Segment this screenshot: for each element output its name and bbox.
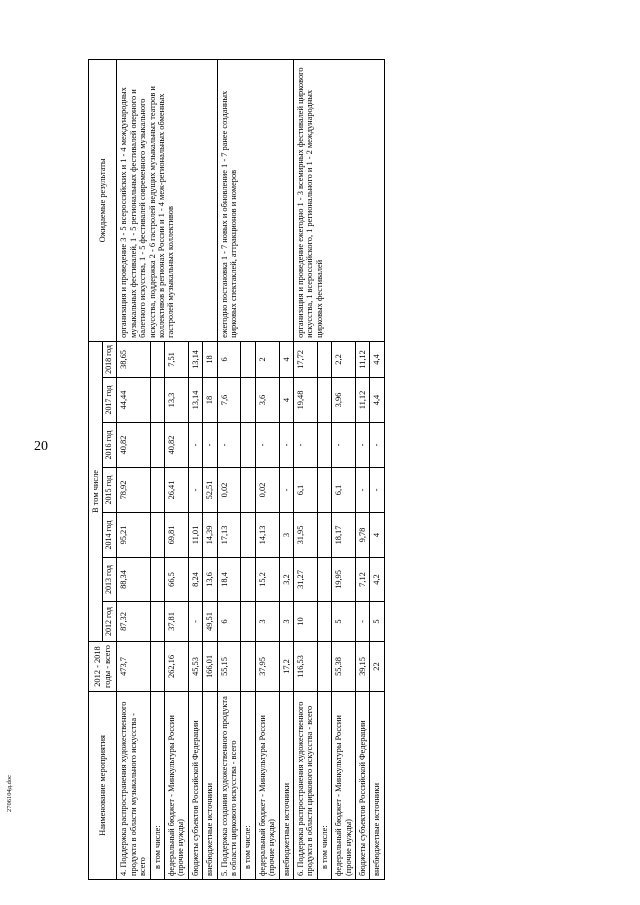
year-value-cell	[150, 513, 164, 558]
total-cell: 116,53	[294, 642, 318, 692]
year-value-cell: 6	[217, 602, 241, 642]
year-value-cell: 31,27	[294, 558, 318, 602]
year-value-cell: 40,82	[164, 423, 188, 468]
year-value-cell: -	[294, 423, 318, 468]
year-value-cell: 3	[279, 513, 293, 558]
year-value-cell: 40,82	[117, 423, 150, 468]
year-value-cell: 6,1	[294, 468, 318, 513]
year-value-cell: 69,81	[164, 513, 188, 558]
year-value-cell: 3,2	[279, 558, 293, 602]
year-value-cell: -	[203, 423, 217, 468]
year-value-cell: -	[279, 423, 293, 468]
year-value-cell: 7,6	[217, 378, 241, 423]
activity-name-cell: федеральный бюджет - Минкультуры России (прочие нужды)	[164, 692, 188, 880]
year-value-cell	[317, 378, 331, 423]
year-value-cell: 44,44	[117, 378, 150, 423]
year-value-cell: -	[370, 423, 384, 468]
year-header: 2016 год	[103, 423, 117, 468]
year-value-cell: 3,6	[255, 378, 279, 423]
year-value-cell: 26,41	[164, 468, 188, 513]
year-value-cell: 11,12	[356, 378, 370, 423]
year-value-cell: 4	[370, 513, 384, 558]
year-value-cell: -	[356, 468, 370, 513]
year-value-cell: -	[255, 423, 279, 468]
year-value-cell	[150, 602, 164, 642]
year-value-cell: 37,81	[164, 602, 188, 642]
total-cell	[150, 642, 164, 692]
col-results-header: Ожидаемые результаты	[89, 59, 117, 341]
year-value-cell: -	[188, 468, 202, 513]
year-value-cell: 17,13	[217, 513, 241, 558]
rotated-table-container	[88, 60, 606, 880]
year-value-cell: 31,95	[294, 513, 318, 558]
year-value-cell: 9,78	[356, 513, 370, 558]
year-value-cell: 38,65	[117, 341, 150, 377]
year-value-cell: 18	[203, 378, 217, 423]
table-row	[117, 59, 150, 879]
total-cell: 262,16	[164, 642, 188, 692]
year-value-cell: -	[356, 423, 370, 468]
total-cell: 37,95	[255, 642, 279, 692]
year-value-cell	[150, 468, 164, 513]
year-value-cell	[317, 513, 331, 558]
activity-name-cell: бюджеты субъектов Российской Федерации	[188, 692, 202, 880]
year-value-cell	[241, 341, 255, 377]
year-value-cell: 18	[203, 341, 217, 377]
expected-results-cell: ежегодно постановка 1 - 7 новых и обновление 1 - 7 ранее созданных цирковых спектаклей, аттракционов и номеров	[217, 59, 293, 341]
activity-name-cell: внебюджетные источники	[203, 692, 217, 880]
total-cell: 45,53	[188, 642, 202, 692]
table-body	[117, 59, 385, 879]
year-value-cell: 17,72	[294, 341, 318, 377]
year-value-cell: 10	[294, 602, 318, 642]
year-value-cell: -	[332, 423, 356, 468]
year-header: 2014 год	[103, 513, 117, 558]
year-value-cell: 4,4	[370, 378, 384, 423]
page-number: 20	[34, 439, 48, 454]
year-value-cell	[241, 468, 255, 513]
activity-name-cell: 5. Поддержка создания художественного продукта в области циркового искусства - всего	[217, 692, 241, 880]
year-value-cell	[317, 558, 331, 602]
col-total-header: 2012 - 2018 годы - всего	[89, 642, 117, 692]
activity-name-cell: внебюджетные источники	[370, 692, 384, 880]
year-value-cell	[317, 423, 331, 468]
total-cell: 39,15	[356, 642, 370, 692]
year-value-cell: 87,32	[117, 602, 150, 642]
year-value-cell: -	[188, 423, 202, 468]
year-value-cell	[150, 378, 164, 423]
activity-name-cell: 6. Поддержка распространения художественного продукта в области циркового искусства - всего	[294, 692, 318, 880]
year-value-cell	[241, 513, 255, 558]
year-value-cell: 4,2	[370, 558, 384, 602]
year-value-cell: -	[356, 602, 370, 642]
year-value-cell: 6,1	[332, 468, 356, 513]
year-value-cell: 52,51	[203, 468, 217, 513]
year-value-cell: 19,48	[294, 378, 318, 423]
table-row	[217, 59, 241, 879]
activity-name-cell: федеральный бюджет - Минкультуры России (прочие нужды)	[255, 692, 279, 880]
year-value-cell: 0,02	[217, 468, 241, 513]
year-value-cell: -	[188, 602, 202, 642]
year-value-cell: 5	[332, 602, 356, 642]
total-cell: 22	[370, 642, 384, 692]
total-cell	[317, 642, 331, 692]
table-row	[294, 59, 318, 879]
year-value-cell: 13,3	[164, 378, 188, 423]
year-value-cell: 18,4	[217, 558, 241, 602]
activity-name-cell: внебюджетные источники	[279, 692, 293, 880]
year-value-cell: 2,2	[332, 341, 356, 377]
year-value-cell: 95,21	[117, 513, 150, 558]
year-header: 2018 год	[103, 341, 117, 377]
year-header: 2017 год	[103, 378, 117, 423]
year-value-cell: 15,2	[255, 558, 279, 602]
year-value-cell: 14,13	[255, 513, 279, 558]
year-value-cell: 4	[279, 341, 293, 377]
year-value-cell: 3	[255, 602, 279, 642]
activity-name-cell: бюджеты субъектов Российской Федерации	[356, 692, 370, 880]
year-value-cell: 66,5	[164, 558, 188, 602]
year-value-cell	[317, 468, 331, 513]
year-value-cell	[241, 423, 255, 468]
year-value-cell: 7,12	[356, 558, 370, 602]
year-value-cell: -	[370, 468, 384, 513]
total-cell: 473,7	[117, 642, 150, 692]
year-value-cell: -	[217, 423, 241, 468]
year-value-cell	[241, 602, 255, 642]
year-value-cell	[150, 423, 164, 468]
year-value-cell: 13,14	[188, 378, 202, 423]
year-value-cell	[241, 378, 255, 423]
year-value-cell: 11,01	[188, 513, 202, 558]
total-cell: 55,15	[217, 642, 241, 692]
year-value-cell: 3,96	[332, 378, 356, 423]
year-value-cell	[317, 602, 331, 642]
total-cell: 55,38	[332, 642, 356, 692]
year-value-cell: 3	[279, 602, 293, 642]
year-value-cell	[317, 341, 331, 377]
activity-name-cell: 4. Поддержка распространения художественного продукта в области музыкального искусства - всего	[117, 692, 150, 880]
activity-name-cell: в том числе:	[241, 692, 255, 880]
activity-name-cell: в том числе:	[317, 692, 331, 880]
year-value-cell: 11,12	[356, 341, 370, 377]
year-value-cell: 19,95	[332, 558, 356, 602]
year-value-cell: 2	[255, 341, 279, 377]
year-value-cell	[150, 558, 164, 602]
year-value-cell: 78,92	[117, 468, 150, 513]
year-value-cell: 7,51	[164, 341, 188, 377]
year-header: 2012 год	[103, 602, 117, 642]
year-value-cell	[150, 341, 164, 377]
activity-name-cell: в том числе:	[150, 692, 164, 880]
year-header: 2013 год	[103, 558, 117, 602]
year-value-cell: 8,24	[188, 558, 202, 602]
year-value-cell: 6	[217, 341, 241, 377]
year-value-cell	[241, 558, 255, 602]
col-incl-header: В том числе	[89, 341, 103, 641]
year-value-cell: 0,02	[255, 468, 279, 513]
activity-name-cell: федеральный бюджет - Минкультуры России (прочие нужды)	[332, 692, 356, 880]
year-value-cell: 13,6	[203, 558, 217, 602]
year-header: 2015 год	[103, 468, 117, 513]
total-cell	[241, 642, 255, 692]
year-value-cell: 5	[370, 602, 384, 642]
expected-results-cell: организация и проведение 3 - 5 всероссийских и 1 - 4 международных музыкальных фестивалей, 1 - 5 региональных фестивалей оперного и балетного искусства, 1 - 5 фестивалей современного музыкального искусства, поддержка 2 - 6 гастролей ведущих музыкальных театров и коллективов в регионах России и 1 - 4 меж-региональных обменных гастролей музыкальных коллективов	[117, 59, 217, 341]
total-cell: 17,2	[279, 642, 293, 692]
year-value-cell: 13,14	[188, 341, 202, 377]
year-value-cell: 49,51	[203, 602, 217, 642]
year-value-cell: 14,39	[203, 513, 217, 558]
year-value-cell: -	[279, 468, 293, 513]
year-value-cell: 4	[279, 378, 293, 423]
file-footer: 2706104д.doc	[6, 774, 13, 812]
year-value-cell: 4,4	[370, 341, 384, 377]
year-value-cell: 18,17	[332, 513, 356, 558]
header-row	[89, 59, 103, 879]
expected-results-cell: организация и проведение ежегодно 1 - 3 всемирных фестивалей циркового искусства, 1 всероссийского, 1 регионального и 1 - 2 международных цирковых фестивалей	[294, 59, 385, 341]
budget-table	[88, 59, 385, 880]
year-value-cell: 88,34	[117, 558, 150, 602]
total-cell: 166,01	[203, 642, 217, 692]
col-name-header: Наименование мероприятия	[89, 692, 117, 880]
